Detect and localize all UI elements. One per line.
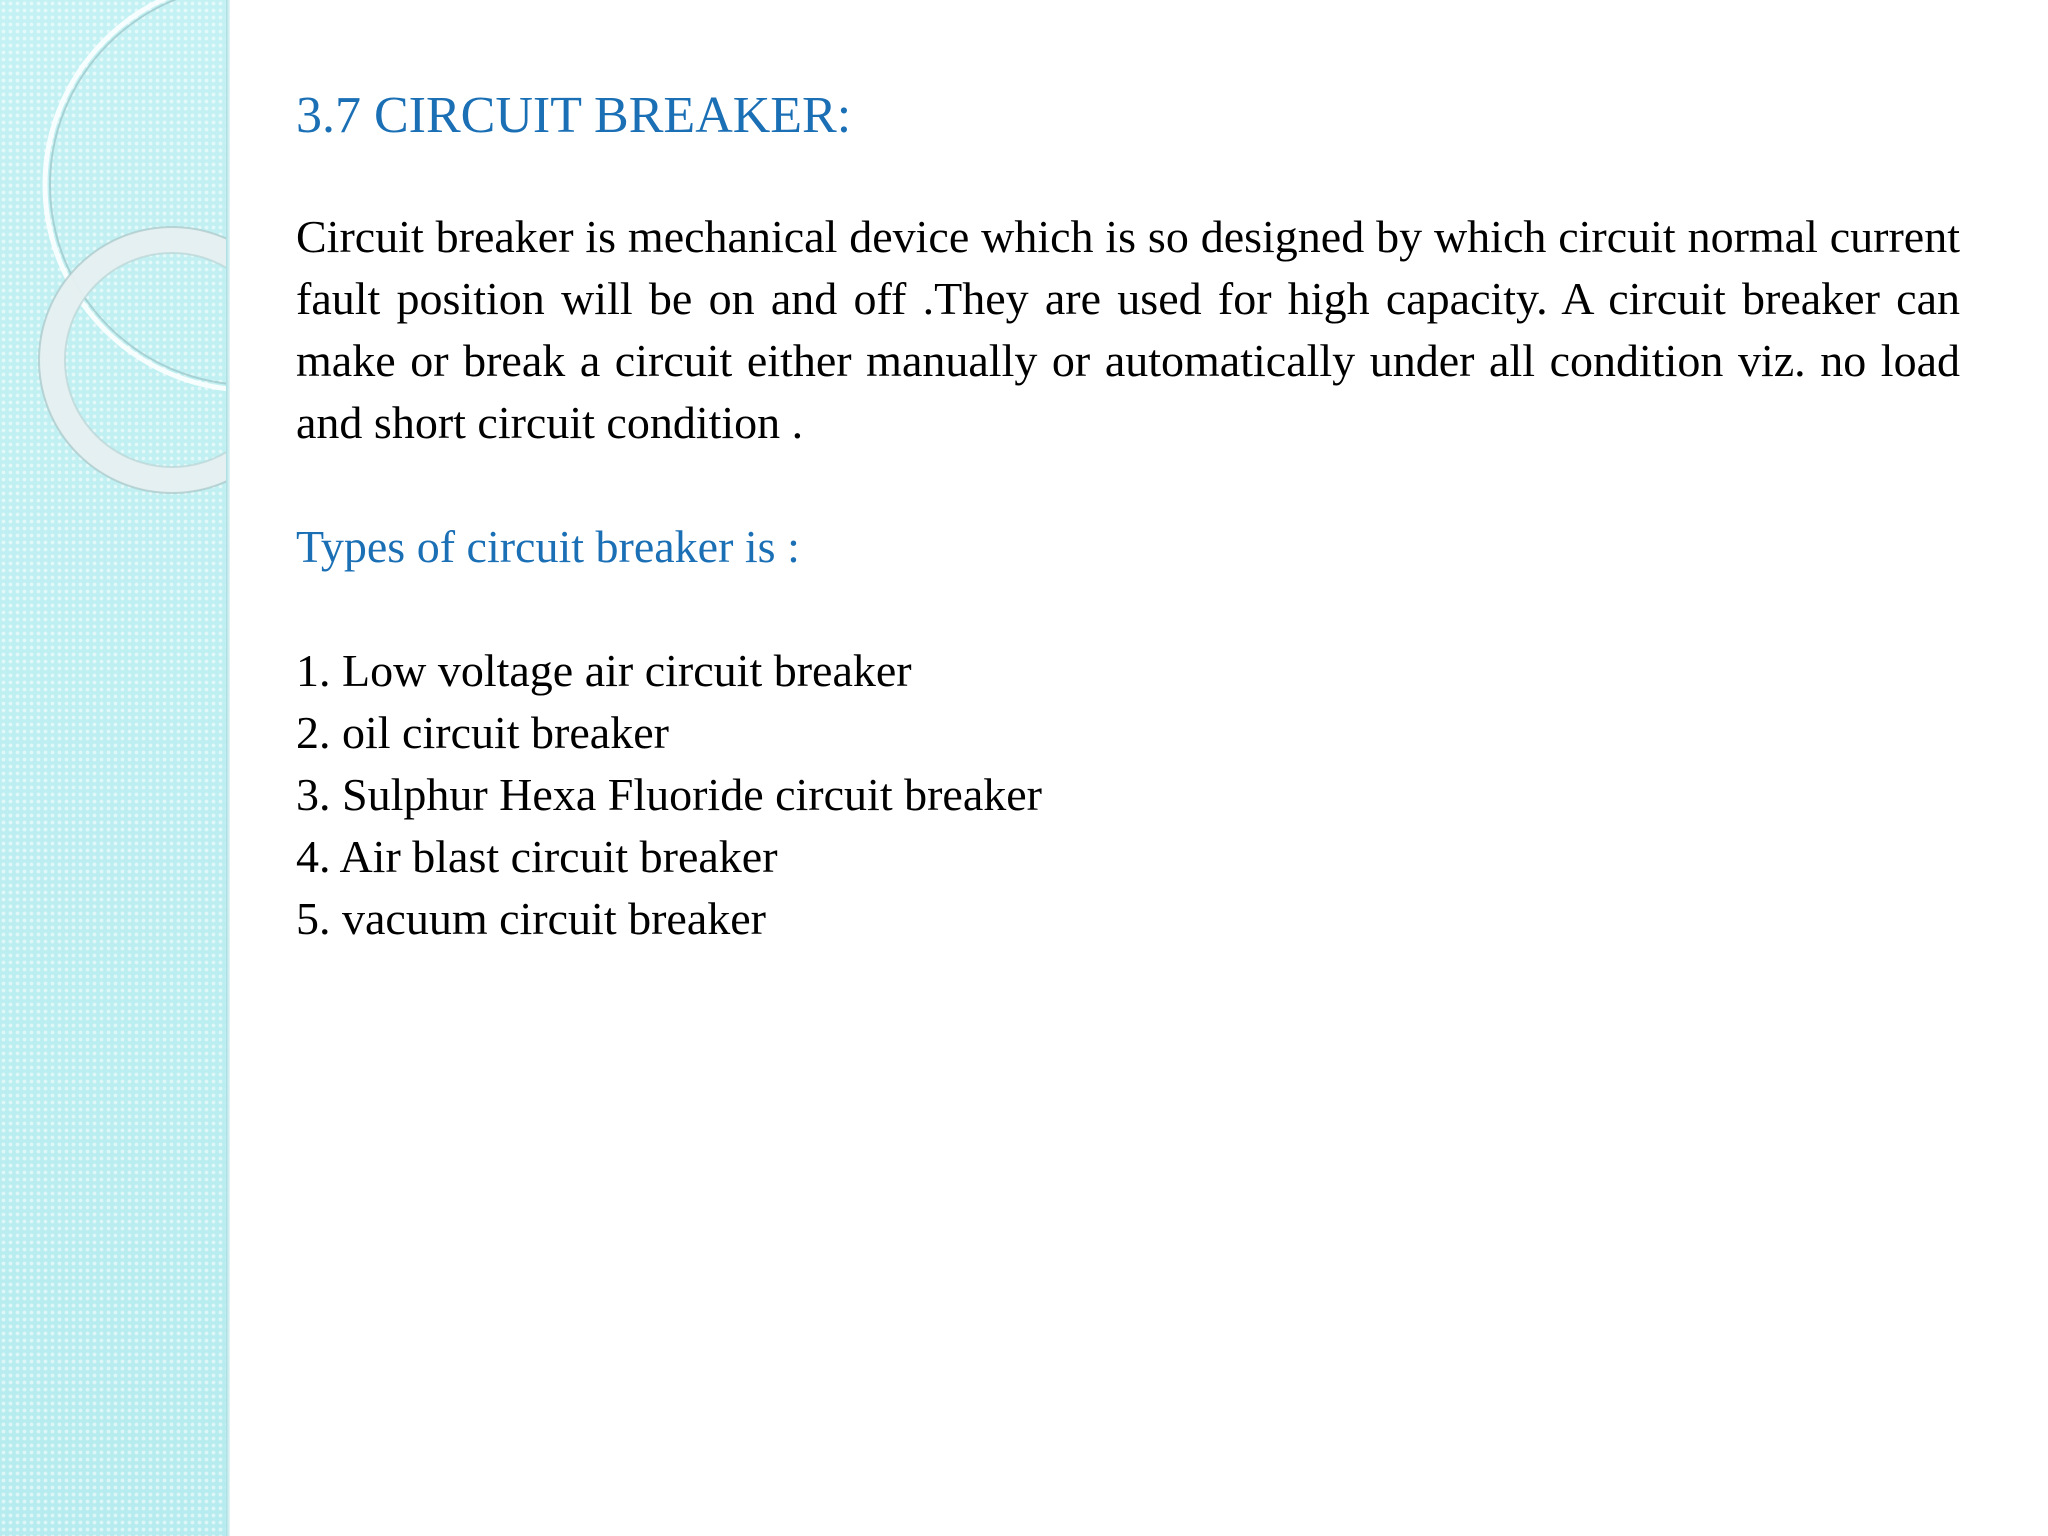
- slide-content: [296, 84, 1960, 950]
- types-list: [296, 640, 1960, 950]
- list-item: 4. Air blast circuit breaker: [296, 831, 778, 882]
- side-panel-edge: [226, 0, 230, 1536]
- list-item: 5. vacuum circuit breaker: [296, 893, 766, 944]
- side-panel: [0, 0, 228, 1536]
- list-item: 3. Sulphur Hexa Fluoride circuit breaker: [296, 769, 1042, 820]
- list-item: 1. Low voltage air circuit breaker: [296, 645, 912, 696]
- description-paragraph: Circuit breaker is mechanical device which is so designed by which circuit normal current fault position will be on and off .They are used for high capacity. A circuit breaker can make or break a circuit either manually or automatically under all condition viz. no load and short circuit condition .: [296, 211, 1960, 448]
- list-item: 2. oil circuit breaker: [296, 707, 669, 758]
- decorative-rings: [0, 0, 228, 520]
- types-subheading: Types of circuit breaker is :: [296, 521, 800, 572]
- slide-title: 3.7 CIRCUIT BREAKER:: [296, 87, 852, 144]
